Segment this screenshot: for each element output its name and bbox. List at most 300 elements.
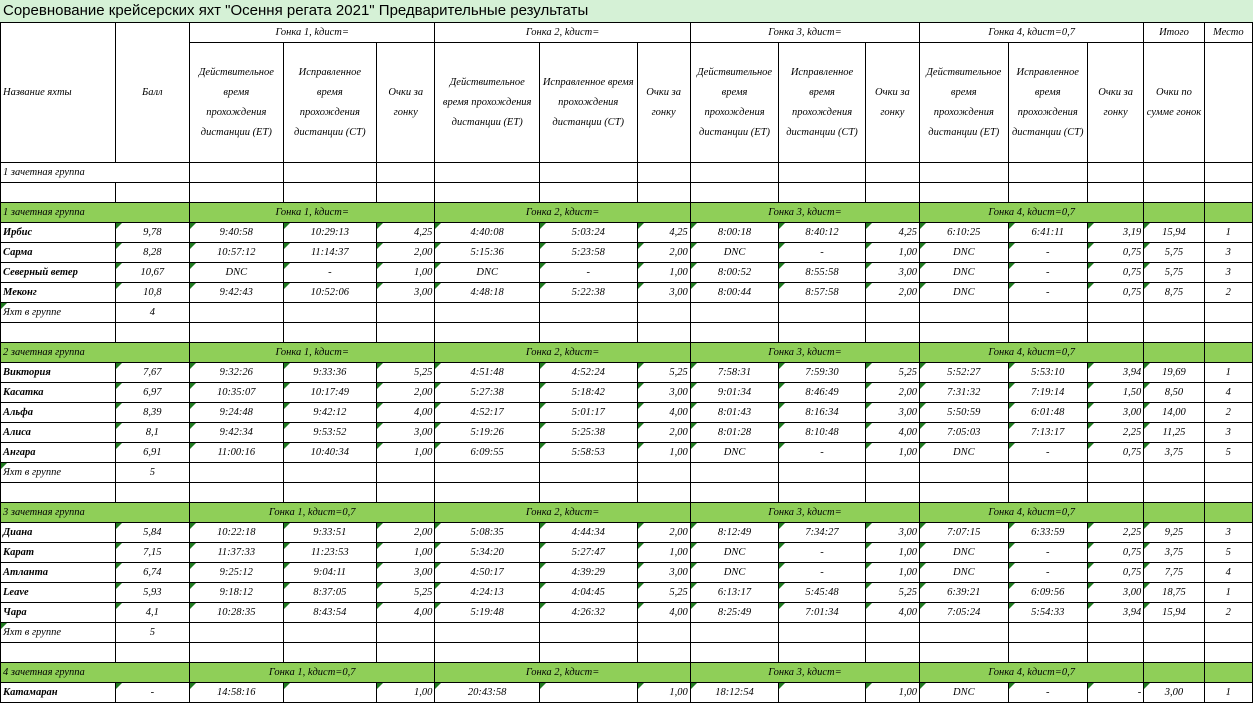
elapsed-time: 9:32:26 (190, 363, 284, 383)
corrected-time: - (1008, 563, 1087, 583)
total-points: 9,25 (1144, 523, 1204, 543)
race-points: 3,00 (1087, 583, 1143, 603)
corrected-time: 9:04:11 (283, 563, 377, 583)
group-race-label: Гонка 1, kдист=0,7 (190, 503, 435, 523)
empty-cell (1144, 343, 1204, 363)
empty-cell (920, 323, 1008, 343)
race-points: 4,00 (377, 403, 435, 423)
yacht-name: Чара (1, 603, 116, 623)
empty-cell (637, 463, 690, 483)
total-points: 15,94 (1144, 603, 1204, 623)
empty-cell (1008, 163, 1087, 183)
empty-cell (115, 483, 189, 503)
yacht-name: Альфа (1, 403, 116, 423)
empty-cell (1008, 183, 1087, 203)
pre-group-label: 1 зачетная группа (1, 163, 190, 183)
empty-cell (779, 323, 865, 343)
yacht-name: Сарма (1, 243, 116, 263)
total-points: 18,75 (1144, 583, 1204, 603)
race-points: 1,00 (637, 683, 690, 703)
elapsed-time: DNC (920, 683, 1008, 703)
race-points: - (1087, 683, 1143, 703)
empty-cell (539, 483, 637, 503)
corrected-time: 5:03:24 (539, 223, 637, 243)
empty-cell (1, 483, 116, 503)
table-row (1, 223, 1253, 243)
empty-cell (190, 643, 284, 663)
race-points: 2,25 (1087, 423, 1143, 443)
group-race-label: Гонка 1, kдист= (190, 203, 435, 223)
race-points: 0,75 (1087, 263, 1143, 283)
race-points: 1,00 (865, 243, 919, 263)
race-points: 2,00 (377, 383, 435, 403)
corrected-time: - (283, 263, 377, 283)
empty-cell (283, 163, 377, 183)
yacht-score: 7,15 (115, 543, 189, 563)
elapsed-time: 7:07:15 (920, 523, 1008, 543)
empty-cell (1144, 463, 1204, 483)
empty-cell (637, 323, 690, 343)
corrected-time: 10:40:34 (283, 443, 377, 463)
empty-cell (1204, 623, 1252, 643)
elapsed-time: DNC (435, 263, 540, 283)
corrected-time: 9:42:12 (283, 403, 377, 423)
corrected-time: 8:57:58 (779, 283, 865, 303)
empty-cell (779, 163, 865, 183)
race-points: 2,00 (865, 283, 919, 303)
elapsed-time: 5:19:26 (435, 423, 540, 443)
corrected-time: - (779, 563, 865, 583)
group-race-label: Гонка 3, kдист= (690, 503, 919, 523)
col-header-yacht-name: Название яхты (1, 23, 116, 163)
empty-cell (1204, 483, 1252, 503)
elapsed-time: 6:10:25 (920, 223, 1008, 243)
elapsed-time: 9:25:12 (190, 563, 284, 583)
elapsed-time: 9:40:58 (190, 223, 284, 243)
elapsed-time: 5:34:20 (435, 543, 540, 563)
yachts-in-group-count: 5 (115, 463, 189, 483)
empty-cell (283, 623, 377, 643)
race-header-3: Гонка 3, kдист= (690, 23, 919, 43)
empty-cell (115, 183, 189, 203)
empty-cell (1008, 463, 1087, 483)
corrected-time: 5:22:38 (539, 283, 637, 303)
corrected-time: - (779, 243, 865, 263)
group-race-label: Гонка 1, kдист= (190, 343, 435, 363)
race-points: 5,25 (865, 363, 919, 383)
col-header-race2-1: Исправленное время прохождения дистанции (CT) (539, 43, 637, 163)
place: 3 (1204, 243, 1252, 263)
empty-cell (539, 183, 637, 203)
corrected-time: 7:13:17 (1008, 423, 1087, 443)
empty-cell (690, 483, 778, 503)
group-race-label: Гонка 4, kдист=0,7 (920, 663, 1144, 683)
sheet-title: Соревнование крейсерских яхт "Осення регата 2021" Предварительные результаты (0, 0, 1253, 22)
empty-cell (1144, 483, 1204, 503)
empty-cell (779, 463, 865, 483)
empty-cell (920, 303, 1008, 323)
group-name: 2 зачетная группа (1, 343, 190, 363)
place: 2 (1204, 603, 1252, 623)
elapsed-time: 4:24:13 (435, 583, 540, 603)
place: 3 (1204, 523, 1252, 543)
empty-cell (920, 463, 1008, 483)
col-header-race3-1: Исправленное время прохождения дистанции (CT) (779, 43, 865, 163)
race-points: 1,00 (637, 443, 690, 463)
race-points: 2,00 (377, 523, 435, 543)
empty-cell (1, 643, 116, 663)
corrected-time: 5:23:58 (539, 243, 637, 263)
yacht-score: 8,28 (115, 243, 189, 263)
corrected-time: - (539, 263, 637, 283)
empty-cell (435, 623, 540, 643)
race-points: 1,00 (377, 263, 435, 283)
yachts-in-group-count: 5 (115, 623, 189, 643)
table-row (1, 603, 1253, 623)
place: 3 (1204, 263, 1252, 283)
elapsed-time: 7:31:32 (920, 383, 1008, 403)
empty-cell (1087, 623, 1143, 643)
corrected-time: 9:33:51 (283, 523, 377, 543)
empty-cell (920, 623, 1008, 643)
group-name: 3 зачетная группа (1, 503, 190, 523)
group-race-label: Гонка 2, kдист= (435, 503, 690, 523)
empty-cell (865, 303, 919, 323)
place: 2 (1204, 283, 1252, 303)
table-row (1, 563, 1253, 583)
empty-cell (779, 643, 865, 663)
race-points: 4,00 (377, 603, 435, 623)
yacht-score: 8,1 (115, 423, 189, 443)
empty-cell (190, 483, 284, 503)
elapsed-time: 5:50:59 (920, 403, 1008, 423)
corrected-time: - (779, 543, 865, 563)
table-row (1, 683, 1253, 703)
empty-cell (377, 303, 435, 323)
race-points: 5,25 (377, 363, 435, 383)
elapsed-time: 4:40:08 (435, 223, 540, 243)
elapsed-time: DNC (690, 443, 778, 463)
total-points: 14,00 (1144, 403, 1204, 423)
yacht-name: Ирбис (1, 223, 116, 243)
elapsed-time: DNC (920, 543, 1008, 563)
elapsed-time: 8:00:52 (690, 263, 778, 283)
elapsed-time: DNC (190, 263, 284, 283)
corrected-time: - (1008, 443, 1087, 463)
corrected-time: 6:33:59 (1008, 523, 1087, 543)
yachts-in-group-label: Яхт в группе (1, 623, 116, 643)
col-header-race1-0: Действительное время прохождения дистанции (ET) (190, 43, 284, 163)
race-points: 4,00 (865, 423, 919, 443)
empty-cell (377, 643, 435, 663)
elapsed-time: 4:48:18 (435, 283, 540, 303)
corrected-time: 4:44:34 (539, 523, 637, 543)
race-points: 0,75 (1087, 543, 1143, 563)
race-points: 4,00 (865, 603, 919, 623)
elapsed-time: 7:58:31 (690, 363, 778, 383)
group-name: 4 зачетная группа (1, 663, 190, 683)
corrected-time: 8:40:12 (779, 223, 865, 243)
corrected-time: 7:34:27 (779, 523, 865, 543)
empty-cell (283, 323, 377, 343)
empty-cell (637, 643, 690, 663)
table-row (1, 623, 1253, 643)
race-points: 5,25 (377, 583, 435, 603)
corrected-time: 7:19:14 (1008, 383, 1087, 403)
table-row (1, 403, 1253, 423)
empty-cell (190, 303, 284, 323)
yacht-name: Виктория (1, 363, 116, 383)
yacht-score: 4,1 (115, 603, 189, 623)
empty-cell (435, 463, 540, 483)
empty-cell (920, 483, 1008, 503)
race-points: 1,50 (1087, 383, 1143, 403)
empty-cell (435, 483, 540, 503)
table-row (1, 23, 1253, 43)
total-points: 11,25 (1144, 423, 1204, 443)
race-points: 2,00 (865, 383, 919, 403)
race-points: 4,00 (637, 603, 690, 623)
race-points: 2,00 (637, 423, 690, 443)
race-points: 4,25 (637, 223, 690, 243)
elapsed-time: DNC (920, 443, 1008, 463)
place: 1 (1204, 223, 1252, 243)
elapsed-time: 10:35:07 (190, 383, 284, 403)
elapsed-time: 5:19:48 (435, 603, 540, 623)
corrected-time: 4:52:24 (539, 363, 637, 383)
yacht-name: Катамаран (1, 683, 116, 703)
race-points: 3,00 (637, 383, 690, 403)
elapsed-time: 9:42:43 (190, 283, 284, 303)
elapsed-time: DNC (920, 243, 1008, 263)
elapsed-time: 6:09:55 (435, 443, 540, 463)
elapsed-time: 5:15:36 (435, 243, 540, 263)
empty-cell (377, 623, 435, 643)
corrected-time: 8:43:54 (283, 603, 377, 623)
empty-cell (690, 163, 778, 183)
empty-cell (539, 623, 637, 643)
empty-cell (435, 303, 540, 323)
group-race-label: Гонка 2, kдист= (435, 203, 690, 223)
yachts-in-group-label: Яхт в группе (1, 463, 116, 483)
col-header-race1-1: Исправленное время прохождения дистанции (CT) (283, 43, 377, 163)
corrected-time: - (1008, 283, 1087, 303)
empty-cell (283, 483, 377, 503)
race-points: 0,75 (1087, 243, 1143, 263)
empty-cell (690, 323, 778, 343)
place: 3 (1204, 423, 1252, 443)
empty-cell (1144, 643, 1204, 663)
empty-cell (283, 643, 377, 663)
corrected-time: 5:27:47 (539, 543, 637, 563)
table-row (1, 423, 1253, 443)
elapsed-time: 8:25:49 (690, 603, 778, 623)
group-race-label: Гонка 4, kдист=0,7 (920, 503, 1144, 523)
elapsed-time: 8:12:49 (690, 523, 778, 543)
corrected-time: 11:14:37 (283, 243, 377, 263)
empty-cell (1008, 303, 1087, 323)
corrected-time: - (1008, 683, 1087, 703)
empty-cell (283, 303, 377, 323)
empty-cell (539, 463, 637, 483)
empty-cell (1204, 663, 1252, 683)
race-points: 3,00 (865, 523, 919, 543)
group-name: 1 зачетная группа (1, 203, 190, 223)
table-row (1, 443, 1253, 463)
empty-cell (637, 623, 690, 643)
place: 1 (1204, 683, 1252, 703)
group-race-label: Гонка 4, kдист=0,7 (920, 343, 1144, 363)
table-row (1, 663, 1253, 683)
empty-cell (377, 163, 435, 183)
corrected-time: - (1008, 243, 1087, 263)
elapsed-time: 9:42:34 (190, 423, 284, 443)
elapsed-time: 7:05:03 (920, 423, 1008, 443)
empty-cell (1144, 663, 1204, 683)
elapsed-time: DNC (690, 543, 778, 563)
corrected-time: - (779, 443, 865, 463)
empty-cell (1204, 323, 1252, 343)
total-points: 5,75 (1144, 243, 1204, 263)
yacht-score: 5,93 (115, 583, 189, 603)
empty-cell (1204, 643, 1252, 663)
group-race-label: Гонка 3, kдист= (690, 343, 919, 363)
table-row (1, 463, 1253, 483)
race-points: 3,94 (1087, 363, 1143, 383)
empty-cell (1204, 203, 1252, 223)
corrected-time: 6:01:48 (1008, 403, 1087, 423)
empty-cell (1144, 303, 1204, 323)
place: 4 (1204, 383, 1252, 403)
empty-cell (1008, 623, 1087, 643)
empty-cell (190, 183, 284, 203)
empty-cell (539, 163, 637, 183)
race-points: 3,00 (865, 403, 919, 423)
total-points: 3,00 (1144, 683, 1204, 703)
empty-cell (690, 463, 778, 483)
empty-cell (377, 463, 435, 483)
col-header-race2-2: Очки за гонку (637, 43, 690, 163)
place: 1 (1204, 583, 1252, 603)
empty-cell (779, 303, 865, 323)
empty-cell (435, 323, 540, 343)
empty-cell (1204, 503, 1252, 523)
race-points: 1,00 (377, 543, 435, 563)
corrected-time: 8:46:49 (779, 383, 865, 403)
corrected-time (283, 683, 377, 703)
race-points: 1,00 (865, 683, 919, 703)
empty-cell (1144, 183, 1204, 203)
elapsed-time: DNC (920, 263, 1008, 283)
race-points: 4,25 (865, 223, 919, 243)
col-header-place: Место (1204, 23, 1252, 43)
table-row (1, 383, 1253, 403)
empty-cell (115, 643, 189, 663)
race-points: 2,00 (377, 243, 435, 263)
corrected-time: 8:16:34 (779, 403, 865, 423)
table-row (1, 583, 1253, 603)
group-race-label: Гонка 4, kдист=0,7 (920, 203, 1144, 223)
corrected-time: 7:59:30 (779, 363, 865, 383)
corrected-time: 7:01:34 (779, 603, 865, 623)
elapsed-time: 11:00:16 (190, 443, 284, 463)
table-row (1, 263, 1253, 283)
empty-cell (779, 483, 865, 503)
empty-cell (1144, 163, 1204, 183)
empty-cell (115, 323, 189, 343)
race-points: 1,00 (377, 443, 435, 463)
elapsed-time: 20:43:58 (435, 683, 540, 703)
corrected-time (779, 683, 865, 703)
race-points: 1,00 (865, 563, 919, 583)
table-row (1, 203, 1253, 223)
race-points: 2,00 (637, 243, 690, 263)
table-row (1, 543, 1253, 563)
corrected-time: 6:09:56 (1008, 583, 1087, 603)
table-row (1, 163, 1253, 183)
yacht-name: Карат (1, 543, 116, 563)
elapsed-time: DNC (690, 243, 778, 263)
elapsed-time: 9:18:12 (190, 583, 284, 603)
empty-cell (1204, 303, 1252, 323)
empty-cell (190, 623, 284, 643)
race-points: 0,75 (1087, 283, 1143, 303)
place: 5 (1204, 443, 1252, 463)
total-points: 15,94 (1144, 223, 1204, 243)
yacht-name: Касатка (1, 383, 116, 403)
yacht-score: 6,74 (115, 563, 189, 583)
corrected-time: 8:10:48 (779, 423, 865, 443)
empty-cell (283, 183, 377, 203)
empty-cell (865, 183, 919, 203)
corrected-time: 4:26:32 (539, 603, 637, 623)
elapsed-time: 4:50:17 (435, 563, 540, 583)
empty-cell (865, 623, 919, 643)
elapsed-time: 8:01:28 (690, 423, 778, 443)
empty-cell (865, 323, 919, 343)
col-header-score: Балл (115, 23, 189, 163)
corrected-time: - (1008, 263, 1087, 283)
race-points: 1,00 (377, 683, 435, 703)
corrected-time: 5:01:17 (539, 403, 637, 423)
race-points: 3,19 (1087, 223, 1143, 243)
race-points: 2,00 (637, 523, 690, 543)
empty-cell (1087, 463, 1143, 483)
total-points: 19,69 (1144, 363, 1204, 383)
empty-cell (779, 183, 865, 203)
corrected-time: 6:41:11 (1008, 223, 1087, 243)
table-row (1, 243, 1253, 263)
corrected-time (539, 683, 637, 703)
empty-cell (190, 163, 284, 183)
corrected-time: 5:54:33 (1008, 603, 1087, 623)
race-points: 4,00 (637, 403, 690, 423)
table-row (1, 483, 1253, 503)
yacht-score: 6,91 (115, 443, 189, 463)
empty-cell (1204, 463, 1252, 483)
table-row (1, 523, 1253, 543)
yacht-score: 6,97 (115, 383, 189, 403)
empty-cell (190, 463, 284, 483)
elapsed-time: 5:52:27 (920, 363, 1008, 383)
place: 1 (1204, 363, 1252, 383)
race-points: 0,75 (1087, 563, 1143, 583)
empty-cell (435, 643, 540, 663)
race-points: 3,00 (865, 263, 919, 283)
empty-cell (1204, 343, 1252, 363)
yacht-score: 9,78 (115, 223, 189, 243)
corrected-time: 4:04:45 (539, 583, 637, 603)
